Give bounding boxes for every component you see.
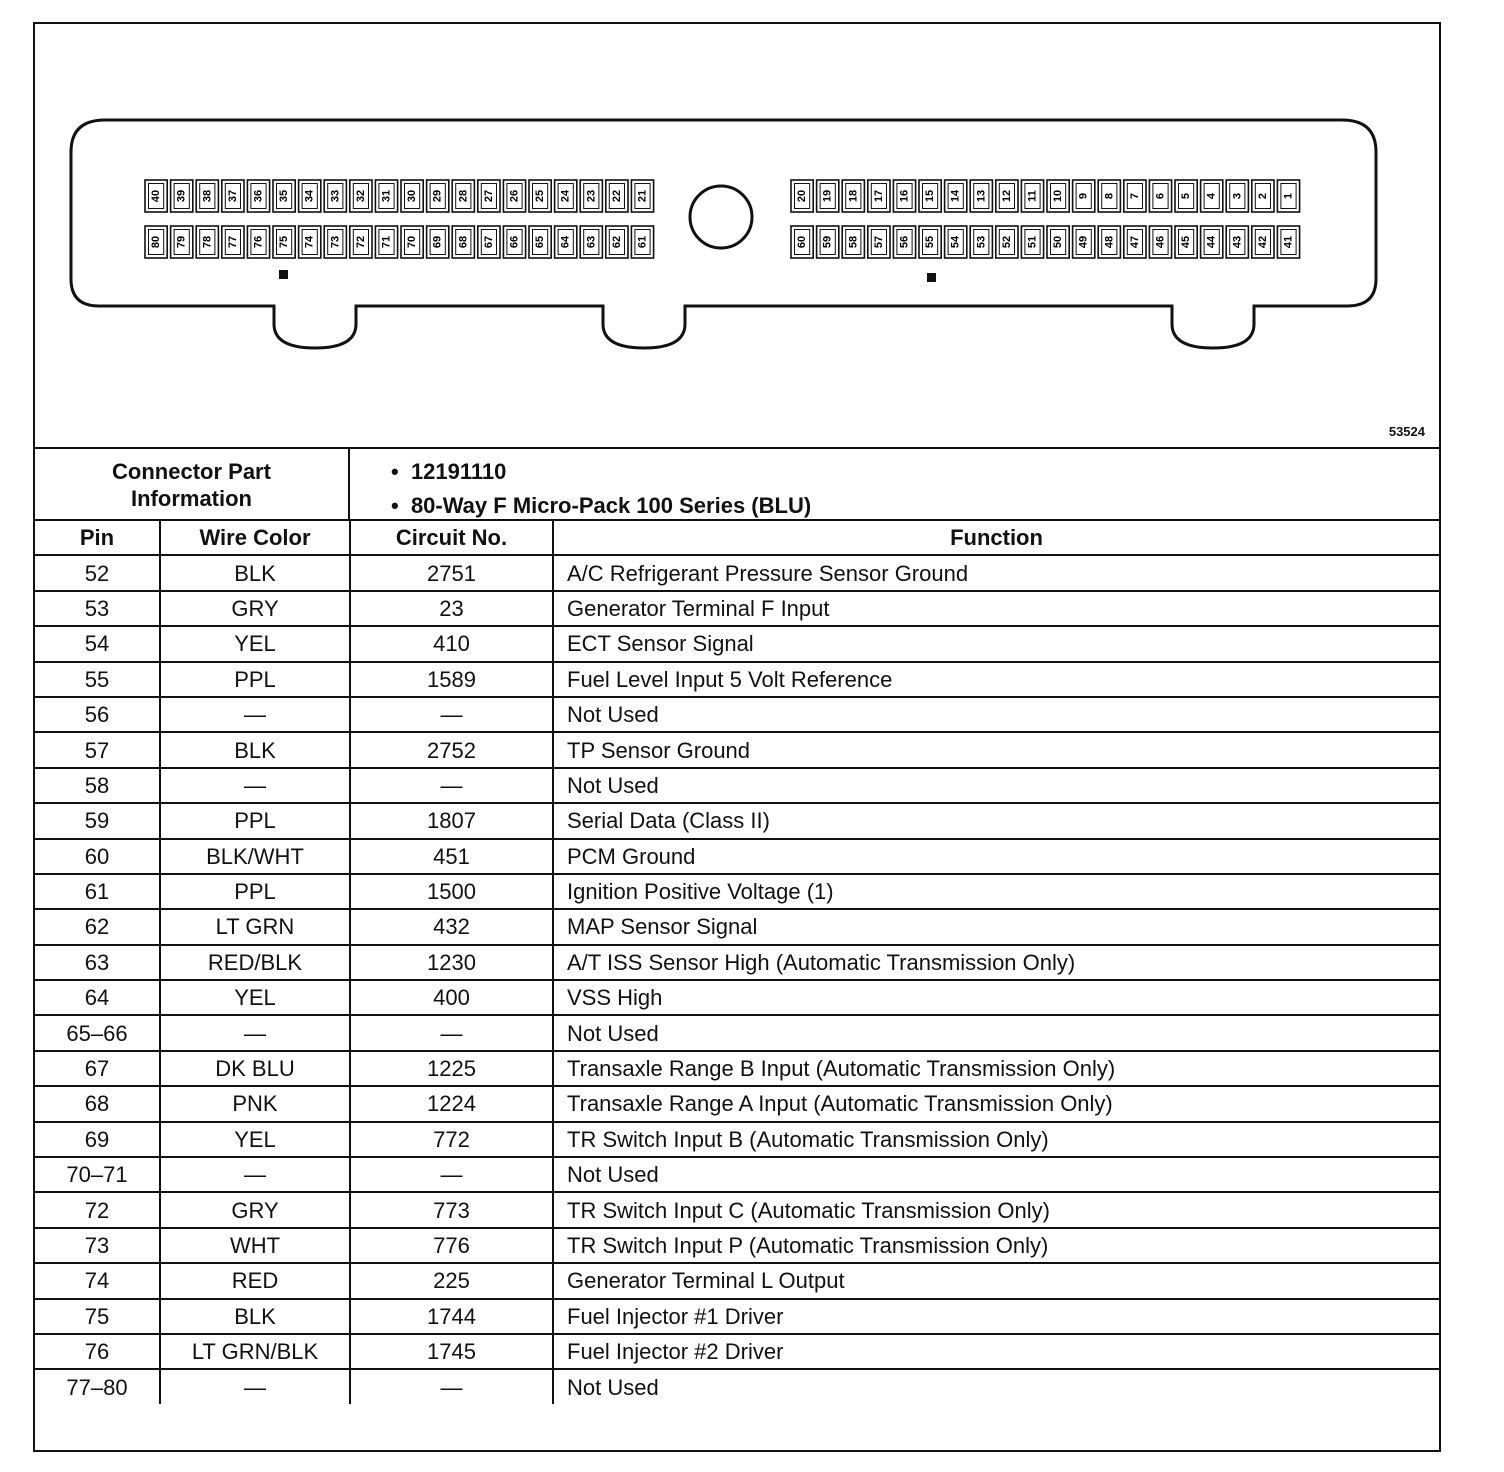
pin-number: 54 xyxy=(949,235,962,249)
connector-pin-cell xyxy=(452,226,474,258)
pin-cell: 76 xyxy=(35,1334,160,1369)
pin-number: 23 xyxy=(585,189,598,203)
connector-info-list xyxy=(391,455,811,523)
circuit-cell: 1230 xyxy=(350,945,553,980)
connector-pin-cell xyxy=(842,180,864,212)
wire-color-cell: BLK/WHT xyxy=(160,839,350,874)
connector-pin-cell xyxy=(1175,180,1197,212)
circuit-cell: — xyxy=(350,697,553,732)
connector-diagram xyxy=(35,24,1439,448)
table-row xyxy=(35,1015,1439,1050)
pin-number: 68 xyxy=(457,235,470,249)
pin-cell: 62 xyxy=(35,909,160,944)
connector-pin-cell xyxy=(145,180,167,212)
pin-cell: 61 xyxy=(35,874,160,909)
function-cell: Transaxle Range B Input (Automatic Transmission Only) xyxy=(553,1051,1439,1086)
pin-number: 14 xyxy=(949,189,962,203)
table-row xyxy=(35,1228,1439,1263)
table-row xyxy=(35,732,1439,767)
connector-pin-cell xyxy=(1073,180,1095,212)
pin-number: 62 xyxy=(610,235,623,249)
table-row xyxy=(35,909,1439,944)
function-cell: TR Switch Input B (Automatic Transmission Only) xyxy=(553,1122,1439,1157)
pin-number: 30 xyxy=(406,189,419,203)
connector-pin-cell xyxy=(1226,226,1248,258)
table-row xyxy=(35,980,1439,1015)
wire-color-cell: GRY xyxy=(160,591,350,626)
connector-pin-cell xyxy=(919,180,941,212)
connector-pin-cell xyxy=(842,226,864,258)
pin-number: 57 xyxy=(872,235,885,249)
connector-pin-cell xyxy=(945,226,967,258)
function-cell: Ignition Positive Voltage (1) xyxy=(553,874,1439,909)
pin-number: 36 xyxy=(252,189,265,203)
connector-pin-cell xyxy=(324,226,346,258)
table-row xyxy=(35,1157,1439,1192)
pin-number: 38 xyxy=(201,189,214,203)
pin-number: 63 xyxy=(585,235,598,249)
pin-number: 70 xyxy=(406,235,419,249)
connector-pin-cell xyxy=(631,226,653,258)
pin-number: 42 xyxy=(1256,235,1269,249)
pin-number: 16 xyxy=(898,189,911,203)
connector-pin-cell xyxy=(196,180,218,212)
pin-number: 32 xyxy=(354,189,367,203)
connector-info-label: Connector Part Information xyxy=(35,449,350,521)
pin-number: 72 xyxy=(354,235,367,249)
circuit-cell: — xyxy=(350,1157,553,1192)
table-row xyxy=(35,626,1439,661)
connector-pin-cell xyxy=(503,180,525,212)
pin-number: 69 xyxy=(431,235,444,249)
pin-number: 47 xyxy=(1128,235,1141,249)
pin-cell: 77–80 xyxy=(35,1369,160,1403)
connector-pin-cell xyxy=(145,226,167,258)
connector-pin-cell xyxy=(945,180,967,212)
connector-pin-cell xyxy=(1047,226,1069,258)
connector-pin-cell xyxy=(222,180,244,212)
pin-number: 73 xyxy=(329,235,342,249)
pin-number: 49 xyxy=(1077,235,1090,249)
pin-number: 55 xyxy=(924,235,937,249)
wire-color-cell: WHT xyxy=(160,1228,350,1263)
table-row xyxy=(35,1334,1439,1369)
connector-pin-cell xyxy=(1252,180,1274,212)
connector-pin-cell xyxy=(1175,226,1197,258)
pin-number: 7 xyxy=(1128,192,1141,200)
pin-number: 8 xyxy=(1103,192,1116,200)
function-cell: TR Switch Input C (Automatic Transmission Only) xyxy=(553,1192,1439,1227)
connector-pin-cell xyxy=(478,180,500,212)
circuit-cell: 1589 xyxy=(350,662,553,697)
connector-housing xyxy=(71,120,1376,348)
pin-number: 9 xyxy=(1077,192,1090,200)
function-cell: VSS High xyxy=(553,980,1439,1015)
pin-number: 61 xyxy=(636,235,649,249)
pin-number: 56 xyxy=(898,235,911,249)
circuit-cell: 1745 xyxy=(350,1334,553,1369)
pin-cell: 64 xyxy=(35,980,160,1015)
connector-pin-cell xyxy=(273,180,295,212)
connector-pin-cell xyxy=(273,226,295,258)
pin-number: 41 xyxy=(1282,235,1295,249)
connector-pin-cell xyxy=(1201,180,1223,212)
wire-color-cell: YEL xyxy=(160,980,350,1015)
circuit-cell: 1500 xyxy=(350,874,553,909)
wire-color-cell: LT GRN xyxy=(160,909,350,944)
table-row xyxy=(35,697,1439,732)
wire-color-cell: — xyxy=(160,697,350,732)
table-row xyxy=(35,768,1439,803)
pin-number: 66 xyxy=(508,235,521,249)
pin-cell: 53 xyxy=(35,591,160,626)
connector-pin-cell xyxy=(196,226,218,258)
connector-pin-cell xyxy=(996,180,1018,212)
connector-pin-cell xyxy=(1047,180,1069,212)
connector-pin-cell xyxy=(375,180,397,212)
pin-number: 51 xyxy=(1026,235,1039,249)
connector-pin-cell xyxy=(817,226,839,258)
pin-number: 11 xyxy=(1026,190,1039,202)
function-cell: Transaxle Range A Input (Automatic Transmission Only) xyxy=(553,1086,1439,1121)
function-cell: Fuel Injector #2 Driver xyxy=(553,1334,1439,1369)
connector-pin-cell xyxy=(247,180,269,212)
connector-pin-cell xyxy=(893,180,915,212)
function-cell: Serial Data (Class II) xyxy=(553,803,1439,838)
connector-pin-cell xyxy=(580,226,602,258)
function-cell: Not Used xyxy=(553,697,1439,732)
table-row xyxy=(35,945,1439,980)
circuit-cell: 1225 xyxy=(350,1051,553,1086)
pin-cell: 69 xyxy=(35,1122,160,1157)
connector-pin-cell xyxy=(631,180,653,212)
connector-pin-cell xyxy=(324,180,346,212)
table-row xyxy=(35,662,1439,697)
pin-cell: 70–71 xyxy=(35,1157,160,1192)
connector-pin-cell xyxy=(1021,226,1043,258)
connector-pin-cell xyxy=(503,226,525,258)
connector-pin-cell xyxy=(1098,180,1120,212)
function-cell: A/T ISS Sensor High (Automatic Transmission Only) xyxy=(553,945,1439,980)
connector-pin-cell xyxy=(970,180,992,212)
column-header-circuit: Circuit No. xyxy=(350,520,553,555)
table-row xyxy=(35,874,1439,909)
connector-pin-cell xyxy=(817,180,839,212)
circuit-cell: 432 xyxy=(350,909,553,944)
pin-number: 22 xyxy=(610,189,623,203)
connector-pin-cell xyxy=(606,226,628,258)
pin-number: 77 xyxy=(226,235,239,249)
pin-cell: 56 xyxy=(35,697,160,732)
wire-color-cell: BLK xyxy=(160,555,350,590)
pin-number: 33 xyxy=(329,189,342,203)
connector-pin-cell xyxy=(171,180,193,212)
connector-pin-cell xyxy=(401,180,423,212)
pin-number: 43 xyxy=(1231,235,1244,249)
connector-pin-cell xyxy=(1252,226,1274,258)
connector-face-drawing xyxy=(35,24,1439,448)
connector-pin-cell xyxy=(1277,226,1299,258)
pin-number: 10 xyxy=(1052,189,1065,203)
connector-pin-cell xyxy=(375,226,397,258)
pin-number: 28 xyxy=(457,189,470,203)
connector-pin-cell xyxy=(222,226,244,258)
pin-number: 78 xyxy=(201,235,214,249)
pin-number: 34 xyxy=(303,189,316,203)
pin-number: 39 xyxy=(175,189,188,203)
circuit-cell: 2752 xyxy=(350,732,553,767)
circuit-cell: 1224 xyxy=(350,1086,553,1121)
connector-pin-cell xyxy=(452,180,474,212)
pin-number: 45 xyxy=(1180,235,1193,249)
connector-info xyxy=(35,449,1439,521)
connector-type-item: • 80-Way F Micro-Pack 100 Series (BLU) xyxy=(391,493,812,518)
pin-cell: 55 xyxy=(35,662,160,697)
circuit-cell: 2751 xyxy=(350,555,553,590)
table-row xyxy=(35,1122,1439,1157)
pin-number: 4 xyxy=(1205,192,1218,200)
pin-number: 75 xyxy=(278,235,291,249)
function-cell: A/C Refrigerant Pressure Sensor Ground xyxy=(553,555,1439,590)
pin-number: 59 xyxy=(821,235,834,249)
pin-cell: 65–66 xyxy=(35,1015,160,1050)
wire-color-cell: DK BLU xyxy=(160,1051,350,1086)
document-frame xyxy=(33,22,1441,1452)
table-row xyxy=(35,555,1439,590)
pin-number: 74 xyxy=(303,235,316,249)
circuit-cell: 1807 xyxy=(350,803,553,838)
wire-color-cell: — xyxy=(160,1015,350,1050)
pin-number: 2 xyxy=(1256,192,1269,200)
part-number-item: • 12191110 xyxy=(391,459,507,484)
wire-color-cell: BLK xyxy=(160,732,350,767)
circuit-cell: — xyxy=(350,768,553,803)
function-cell: Fuel Level Input 5 Volt Reference xyxy=(553,662,1439,697)
circuit-cell: 451 xyxy=(350,839,553,874)
pin-number: 31 xyxy=(380,189,393,203)
function-cell: MAP Sensor Signal xyxy=(553,909,1439,944)
pin-number: 5 xyxy=(1180,192,1193,200)
circuit-cell: 1744 xyxy=(350,1299,553,1334)
pin-cell: 54 xyxy=(35,626,160,661)
wire-color-cell: — xyxy=(160,1369,350,1403)
pin-number: 52 xyxy=(1000,235,1013,249)
circuit-cell: 776 xyxy=(350,1228,553,1263)
pin-number: 1 xyxy=(1282,192,1295,200)
wire-color-cell: RED xyxy=(160,1263,350,1298)
pin-number: 80 xyxy=(150,235,163,249)
pin-number: 13 xyxy=(975,189,988,203)
wire-color-cell: LT GRN/BLK xyxy=(160,1334,350,1369)
wire-color-cell: PNK xyxy=(160,1086,350,1121)
pin-cell: 67 xyxy=(35,1051,160,1086)
pin-number: 64 xyxy=(559,235,572,249)
pin-number: 24 xyxy=(559,189,572,203)
pin-number: 65 xyxy=(534,235,547,249)
wire-color-cell: PPL xyxy=(160,662,350,697)
pin-number: 26 xyxy=(508,189,521,203)
pin-cell: 73 xyxy=(35,1228,160,1263)
circuit-cell: — xyxy=(350,1015,553,1050)
function-cell: Fuel Injector #1 Driver xyxy=(553,1299,1439,1334)
pin-number: 71 xyxy=(380,235,393,249)
figure-id: 53524 xyxy=(1388,424,1425,439)
connector-pin-cell xyxy=(171,226,193,258)
table-row xyxy=(35,591,1439,626)
table-row xyxy=(35,1263,1439,1298)
pin-number: 46 xyxy=(1154,235,1167,249)
circuit-cell: 772 xyxy=(350,1122,553,1157)
circuit-cell: 410 xyxy=(350,626,553,661)
connector-pin-cell xyxy=(996,226,1018,258)
wire-color-cell: YEL xyxy=(160,1122,350,1157)
pin-cell: 57 xyxy=(35,732,160,767)
pin-number: 12 xyxy=(1000,189,1013,203)
pin-number: 37 xyxy=(226,189,239,203)
function-cell: Not Used xyxy=(553,1369,1439,1403)
connector-pin-cell xyxy=(919,226,941,258)
function-cell: Not Used xyxy=(553,768,1439,803)
table-row xyxy=(35,839,1439,874)
pin-cell: 74 xyxy=(35,1263,160,1298)
pin-cell: 63 xyxy=(35,945,160,980)
pin-number: 21 xyxy=(636,189,649,203)
pin-number: 35 xyxy=(278,189,291,203)
table-row xyxy=(35,1192,1439,1227)
connector-pin-cell xyxy=(401,226,423,258)
connector-pin-cell xyxy=(427,180,449,212)
pin-marker-square xyxy=(279,270,288,279)
table-row xyxy=(35,803,1439,838)
pin-number: 48 xyxy=(1103,235,1116,249)
connector-pin-cell xyxy=(868,180,890,212)
connector-pin-cell xyxy=(555,226,577,258)
connector-pin-cell xyxy=(1201,226,1223,258)
connector-pin-cell xyxy=(606,180,628,212)
circuit-cell: 23 xyxy=(350,591,553,626)
pin-number: 20 xyxy=(796,189,809,203)
pin-cell: 72 xyxy=(35,1192,160,1227)
connector-pin-cell xyxy=(247,226,269,258)
pin-number: 17 xyxy=(872,189,885,203)
table-row xyxy=(35,1086,1439,1121)
pin-cell: 75 xyxy=(35,1299,160,1334)
connector-pin-cell xyxy=(555,180,577,212)
pin-number: 53 xyxy=(975,235,988,249)
pin-cell: 68 xyxy=(35,1086,160,1121)
pin-number: 76 xyxy=(252,235,265,249)
connector-pin-cell xyxy=(791,226,813,258)
connector-pin-cell xyxy=(1073,226,1095,258)
function-cell: Generator Terminal L Output xyxy=(553,1263,1439,1298)
circuit-cell: 773 xyxy=(350,1192,553,1227)
connector-pin-cell xyxy=(529,180,551,212)
connector-pin-cell xyxy=(299,180,321,212)
table-row xyxy=(35,1299,1439,1334)
connector-pin-cell xyxy=(299,226,321,258)
wire-color-cell: PPL xyxy=(160,803,350,838)
connector-pin-cell xyxy=(1098,226,1120,258)
function-cell: Not Used xyxy=(553,1015,1439,1050)
connector-pin-cell xyxy=(893,226,915,258)
pin-cell: 59 xyxy=(35,803,160,838)
pin-number: 25 xyxy=(534,189,547,203)
connector-pin-cell xyxy=(1277,180,1299,212)
connector-pin-cell xyxy=(350,180,372,212)
connector-pin-cell xyxy=(478,226,500,258)
center-keyway-circle xyxy=(690,186,752,248)
pin-number: 40 xyxy=(150,189,163,203)
table-row xyxy=(35,1051,1439,1086)
circuit-cell: 225 xyxy=(350,1263,553,1298)
function-cell: TP Sensor Ground xyxy=(553,732,1439,767)
pin-number: 27 xyxy=(482,189,495,203)
circuit-cell: 400 xyxy=(350,980,553,1015)
pinout-table xyxy=(35,519,1439,1404)
connector-pin-cell xyxy=(791,180,813,212)
column-header-pin: Pin xyxy=(35,520,160,555)
wire-color-cell: RED/BLK xyxy=(160,945,350,980)
connector-pin-cell xyxy=(1149,180,1171,212)
pin-number: 19 xyxy=(821,189,834,203)
connector-pin-cell xyxy=(1124,180,1146,212)
pin-number: 50 xyxy=(1052,235,1065,249)
wire-color-cell: — xyxy=(160,768,350,803)
table-header-row xyxy=(35,520,1439,555)
wire-color-cell: — xyxy=(160,1157,350,1192)
column-header-function: Function xyxy=(553,520,1439,555)
function-cell: Not Used xyxy=(553,1157,1439,1192)
wire-color-cell: YEL xyxy=(160,626,350,661)
wire-color-cell: BLK xyxy=(160,1299,350,1334)
circuit-cell: — xyxy=(350,1369,553,1403)
function-cell: PCM Ground xyxy=(553,839,1439,874)
pin-number: 29 xyxy=(431,189,444,203)
pin-cell: 60 xyxy=(35,839,160,874)
pin-number: 18 xyxy=(847,189,860,203)
pin-number: 60 xyxy=(796,235,809,249)
pin-number: 79 xyxy=(175,235,188,249)
pin-number: 67 xyxy=(482,235,495,249)
pin-number: 44 xyxy=(1205,235,1218,249)
pin-number: 3 xyxy=(1231,192,1244,200)
connector-pin-cell xyxy=(1149,226,1171,258)
connector-pin-cell xyxy=(1021,180,1043,212)
function-cell: ECT Sensor Signal xyxy=(553,626,1439,661)
pin-number: 15 xyxy=(924,189,937,203)
connector-pin-cell xyxy=(350,226,372,258)
pin-number: 58 xyxy=(847,235,860,249)
pin-number: 6 xyxy=(1154,192,1167,200)
connector-pin-cell xyxy=(1124,226,1146,258)
function-cell: Generator Terminal F Input xyxy=(553,591,1439,626)
connector-pin-cell xyxy=(1226,180,1248,212)
wire-color-cell: GRY xyxy=(160,1192,350,1227)
pin-marker-square xyxy=(927,273,936,282)
connector-pin-cell xyxy=(868,226,890,258)
function-cell: TR Switch Input P (Automatic Transmission Only) xyxy=(553,1228,1439,1263)
connector-pin-cell xyxy=(427,226,449,258)
pin-cell: 58 xyxy=(35,768,160,803)
connector-pin-cell xyxy=(970,226,992,258)
wire-color-cell: PPL xyxy=(160,874,350,909)
column-header-wire-color: Wire Color xyxy=(160,520,350,555)
connector-pin-cell xyxy=(529,226,551,258)
connector-pin-cell xyxy=(580,180,602,212)
table-row xyxy=(35,1369,1439,1403)
pin-cell: 52 xyxy=(35,555,160,590)
